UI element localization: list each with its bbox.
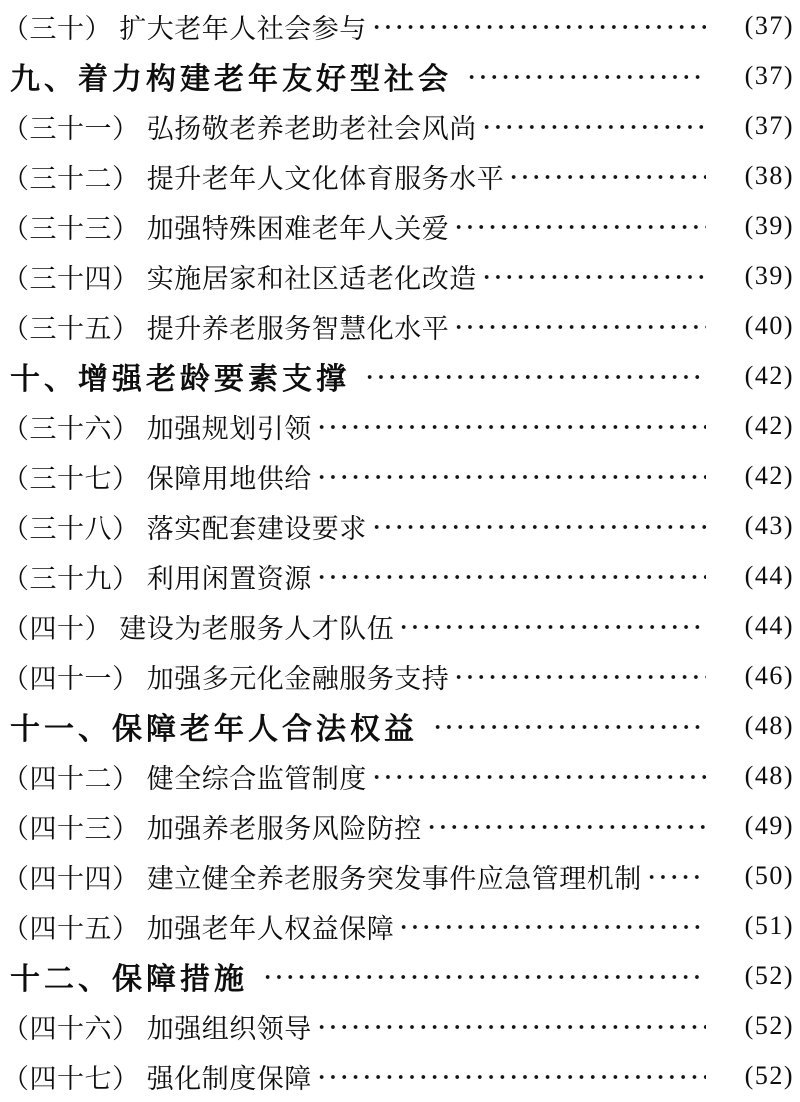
toc-entry-label: （三十三） 加强特殊困难老年人关爱 bbox=[2, 213, 450, 244]
toc-entry-label: （四十二） 健全综合监管制度 bbox=[2, 763, 367, 794]
toc-entry-label: （四十五） 加强老年人权益保障 bbox=[2, 913, 395, 944]
toc-entry-label: （三十二） 提升老年人文化体育服务水平 bbox=[2, 163, 505, 194]
toc-entry-label: （三十四） 实施居家和社区适老化改造 bbox=[2, 263, 477, 294]
toc-entry-page: (42) bbox=[744, 361, 794, 390]
dot-leader bbox=[316, 420, 706, 434]
toc-entry[interactable] bbox=[2, 351, 794, 401]
toc-entry-label: （四十一） 加强多元化金融服务支持 bbox=[2, 663, 450, 694]
toc-entry[interactable] bbox=[2, 301, 794, 351]
dot-leader bbox=[453, 670, 706, 684]
toc-entry-page: (48) bbox=[744, 711, 794, 740]
toc-entry-page: (52) bbox=[744, 1011, 794, 1040]
toc-entry-label: （四十三） 加强养老服务风险防控 bbox=[2, 813, 422, 844]
toc-entry-label: （三十八） 落实配套建设要求 bbox=[2, 513, 367, 544]
toc-entry[interactable] bbox=[2, 801, 794, 851]
toc-entry-label: 九、着力构建老年友好型社会 bbox=[10, 63, 452, 96]
toc-entry-page: (40) bbox=[744, 311, 794, 340]
toc-entry[interactable] bbox=[2, 551, 794, 601]
dot-leader bbox=[316, 1020, 706, 1034]
toc-entry-label: （三十七） 保障用地供给 bbox=[2, 463, 312, 494]
toc-entry-page: (49) bbox=[744, 811, 794, 840]
toc-entry[interactable] bbox=[2, 1051, 794, 1101]
toc-entry[interactable] bbox=[2, 101, 794, 151]
toc-entry[interactable] bbox=[2, 701, 794, 751]
dot-leader bbox=[481, 120, 706, 134]
dot-leader bbox=[398, 920, 706, 934]
dot-leader bbox=[371, 770, 706, 784]
toc-entry-label: （三十九） 利用闲置资源 bbox=[2, 563, 312, 594]
toc-entry[interactable] bbox=[2, 601, 794, 651]
dot-leader bbox=[481, 270, 706, 284]
toc-entry-label: （四十六） 加强组织领导 bbox=[2, 1013, 312, 1044]
toc-entry-page: (52) bbox=[744, 961, 794, 990]
toc-entry-page: (42) bbox=[744, 461, 794, 490]
toc-entry-label: （四十七） 强化制度保障 bbox=[2, 1063, 312, 1094]
table-of-contents bbox=[2, 1, 794, 1101]
toc-entry[interactable] bbox=[2, 751, 794, 801]
toc-entry-page: (37) bbox=[744, 61, 794, 90]
dot-leader bbox=[398, 620, 706, 634]
toc-entry[interactable] bbox=[2, 501, 794, 551]
dot-leader bbox=[466, 70, 706, 84]
dot-leader bbox=[453, 320, 706, 334]
toc-entry[interactable] bbox=[2, 1001, 794, 1051]
toc-entry-page: (39) bbox=[744, 261, 794, 290]
toc-entry-page: (44) bbox=[744, 611, 794, 640]
toc-entry-label: 十一、保障老年人合法权益 bbox=[10, 713, 418, 746]
toc-entry-label: （三十） 扩大老年人社会参与 bbox=[2, 13, 367, 44]
toc-entry-page: (37) bbox=[744, 111, 794, 140]
toc-entry-label: （三十一） 弘扬敬老养老助老社会风尚 bbox=[2, 113, 477, 144]
dot-leader bbox=[316, 570, 706, 584]
toc-entry-page: (50) bbox=[744, 861, 794, 890]
toc-entry-page: (38) bbox=[744, 161, 794, 190]
toc-entry-page: (37) bbox=[744, 11, 794, 40]
dot-leader bbox=[508, 170, 706, 184]
toc-entry-label: 十、增强老龄要素支撑 bbox=[10, 363, 350, 396]
toc-entry[interactable] bbox=[2, 451, 794, 501]
dot-leader bbox=[371, 520, 706, 534]
toc-entry-page: (43) bbox=[744, 511, 794, 540]
dot-leader bbox=[364, 370, 706, 384]
toc-entry[interactable] bbox=[2, 651, 794, 701]
toc-entry[interactable] bbox=[2, 51, 794, 101]
toc-entry[interactable] bbox=[2, 151, 794, 201]
toc-entry[interactable] bbox=[2, 251, 794, 301]
dot-leader bbox=[646, 870, 706, 884]
toc-entry[interactable] bbox=[2, 1, 794, 51]
toc-entry-label: （四十） 建设为老服务人才队伍 bbox=[2, 613, 395, 644]
dot-leader bbox=[453, 220, 706, 234]
toc-entry-page: (42) bbox=[744, 411, 794, 440]
toc-entry[interactable] bbox=[2, 201, 794, 251]
dot-leader bbox=[262, 970, 706, 984]
dot-leader bbox=[316, 470, 706, 484]
toc-entry-label: （三十五） 提升养老服务智慧化水平 bbox=[2, 313, 450, 344]
toc-entry-page: (46) bbox=[744, 661, 794, 690]
toc-entry-label: （四十四） 建立健全养老服务突发事件应急管理机制 bbox=[2, 863, 642, 894]
dot-leader bbox=[432, 720, 706, 734]
toc-entry-page: (51) bbox=[744, 911, 794, 940]
toc-entry[interactable] bbox=[2, 901, 794, 951]
toc-entry[interactable] bbox=[2, 851, 794, 901]
dot-leader bbox=[371, 20, 706, 34]
toc-entry-page: (39) bbox=[744, 211, 794, 240]
toc-entry[interactable] bbox=[2, 951, 794, 1001]
toc-entry-page: (52) bbox=[744, 1061, 794, 1090]
toc-entry-page: (48) bbox=[744, 761, 794, 790]
dot-leader bbox=[426, 820, 706, 834]
toc-entry[interactable] bbox=[2, 401, 794, 451]
dot-leader bbox=[316, 1070, 706, 1084]
toc-entry-page: (44) bbox=[744, 561, 794, 590]
toc-entry-label: 十二、保障措施 bbox=[10, 963, 248, 996]
toc-entry-label: （三十六） 加强规划引领 bbox=[2, 413, 312, 444]
